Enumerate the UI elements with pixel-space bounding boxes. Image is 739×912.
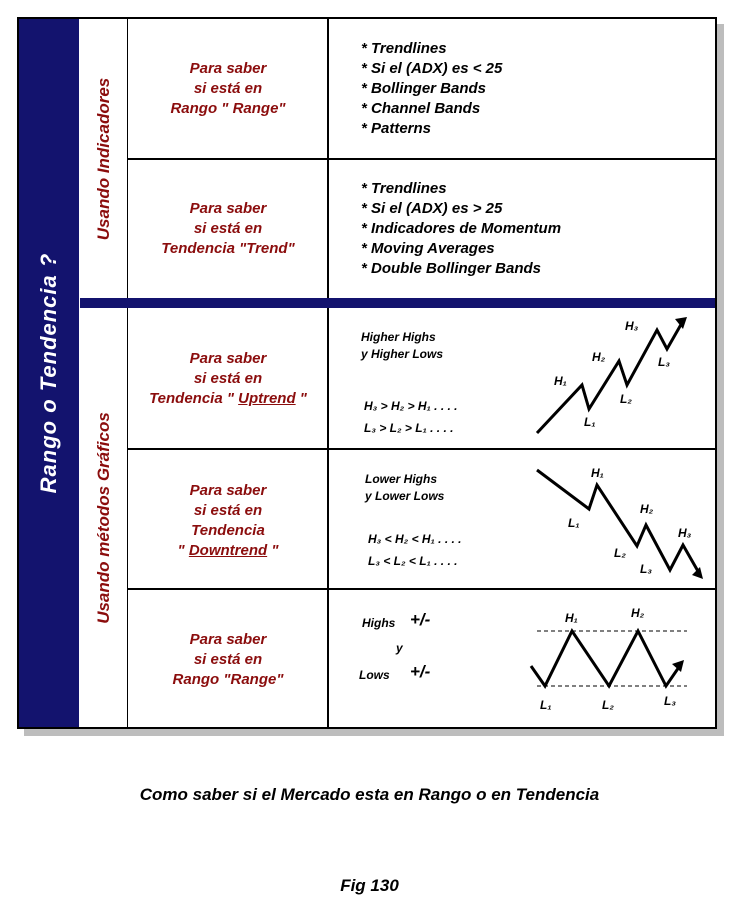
range-point-label: H₂ [631,606,645,620]
range-highs-plusminus: +/- [410,610,431,629]
row2-label: Para saber si está en Tendencia "Trend" [161,200,295,257]
list-item: * Trendlines [361,180,447,197]
list-item: * Si el (ADX) es < 25 [361,60,503,77]
uptrend-point-label: H₃ [625,319,639,333]
uptrend-point-label: H₂ [592,350,606,364]
range-point-label: L₁ [540,698,552,712]
list-item: * Indicadores de Momentum [361,220,562,237]
downtrend-desc-1: Lower Highs [365,472,438,486]
range-point-label: H₁ [565,611,578,625]
list-item: * Moving Averages [361,240,495,257]
range-y-label: y [396,641,403,655]
row3-label: Para saber si está en Tendencia " Uptrend " [149,350,307,407]
uptrend-point-label: L₂ [620,392,632,406]
range-line [531,631,679,686]
downtrend-point-label: L₂ [614,546,626,560]
section-indicators-label: Usando Indicadores [94,77,113,240]
range-lows-label: Lows [359,668,390,682]
uptrend-desc-1: Higher Highs [361,330,436,344]
range-chart [19,19,719,727]
range-point-label: L₃ [664,694,676,708]
row1-label: Para saber si está en Rango " Range" [170,60,286,117]
uptrend-point-label: L₁ [584,415,596,429]
downtrend-rule-lows: L₃ < L₂ < L₁ . . . . [368,554,458,568]
range-point-label: L₂ [602,698,614,712]
uptrend-rule-highs: H₃ > H₂ > H₁ . . . . [364,399,458,413]
list-item: * Double Bollinger Bands [361,260,542,277]
uptrend-point-label: L₃ [658,355,670,369]
range-lows-plusminus: +/- [410,662,431,681]
uptrend-rule-lows: L₃ > L₂ > L₁ . . . . [364,421,454,435]
list-item: * Trendlines [361,40,447,57]
downtrend-desc-2: y Lower Lows [365,489,445,503]
list-item: * Si el (ADX) es > 25 [361,200,503,217]
downtrend-point-label: H₃ [678,526,692,540]
comparison-table [17,17,717,729]
downtrend-point-label: L₃ [640,562,652,576]
uptrend-point-label: H₁ [554,374,567,388]
range-highs-label: Highs [362,616,396,630]
list-item: * Bollinger Bands [361,80,487,97]
uptrend-desc-2: y Higher Lows [361,347,444,361]
downtrend-point-label: H₁ [591,466,604,480]
downtrend-rule-highs: H₃ < H₂ < H₁ . . . . [368,532,462,546]
row5-label: Para saber si está en Rango "Range" [172,631,284,688]
side-title: Rango o Tendencia ? [36,252,61,494]
list-item: * Patterns [361,120,432,137]
figure-number: Fig 130 [340,876,399,895]
section-graphic-label: Usando métodos Gráficos [94,411,113,624]
figure-caption: Como saber si el Mercado esta en Rango o en Tendencia [139,785,600,804]
downtrend-point-label: H₂ [640,502,654,516]
row4-label: Para saber si está en Tendencia " Downtrend " [177,482,279,559]
list-item: * Channel Bands [361,100,481,117]
downtrend-point-label: L₁ [568,516,580,530]
